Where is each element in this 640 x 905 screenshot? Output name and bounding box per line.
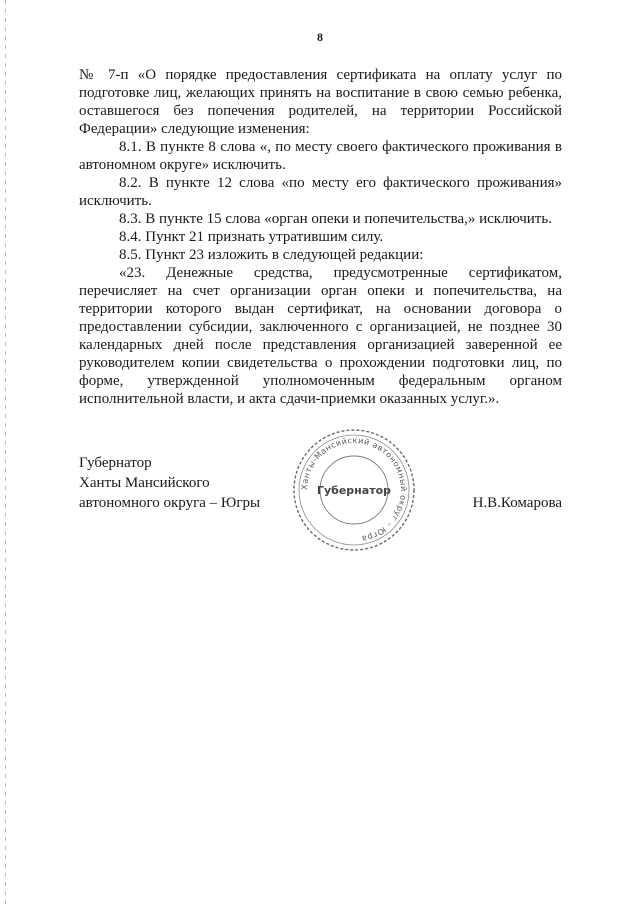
- paragraph-23-new-text: «23. Денежные средства, предусмотренные сертификатом, перечисляет на счет организации орган опеки и попечительства, на территории которого выдан сертификат, на основании договора о предоставлении субсидии, заключенного с организацией, не позднее 30 календарных дней после представления организацией заверенной ее руководителем копии свидетельства о прохождении подготовки лиц, по форме, утвержденной уполномоченным федеральным органом исполнительной власти, и акта сдачи-приемки оказанных услуг.».: [79, 265, 562, 407]
- paragraph-8-1: 8.1. В пункте 8 слова «, по месту своего фактического проживания в автономном округе» исключить.: [79, 139, 562, 173]
- paragraph-8-2: 8.2. В пункте 12 слова «по месту его фактического проживания» исключить.: [79, 175, 562, 209]
- document-body: [79, 66, 562, 408]
- paragraph-8-5: 8.5. Пункт 23 изложить в следующей редакции:: [119, 247, 424, 263]
- scan-edge-rule: [5, 0, 6, 905]
- paragraph-intro: № 7-п «О порядке предоставления сертификата на оплату услуг по подготовке лиц, желающих принять на воспитание в свою семью ребенка, оставшегося без попечения родителей, на территории Российской Федерации» следующие изменения:: [79, 67, 562, 137]
- paragraph-8-4: 8.4. Пункт 21 признать утратившим силу.: [119, 229, 384, 245]
- signer-title-line: Ханты Мансийского: [79, 475, 210, 491]
- signer-name: Н.В.Комарова: [472, 495, 562, 511]
- seal-ring-textpath: Ханты-Мансийский автономный округ – Югра: [299, 435, 409, 544]
- signer-title-line: автономного округа – Югры: [79, 495, 261, 511]
- official-seal-stamp: [291, 427, 417, 553]
- signer-title: [79, 453, 260, 513]
- signature-block: [79, 435, 562, 587]
- paragraph-8-3: 8.3. В пункте 15 слова «орган опеки и попечительства,» исключить.: [119, 211, 552, 227]
- seal-center-text: Губернатор: [316, 484, 392, 497]
- signer-title-line: Губернатор: [79, 455, 152, 471]
- page-number: 8: [317, 30, 323, 44]
